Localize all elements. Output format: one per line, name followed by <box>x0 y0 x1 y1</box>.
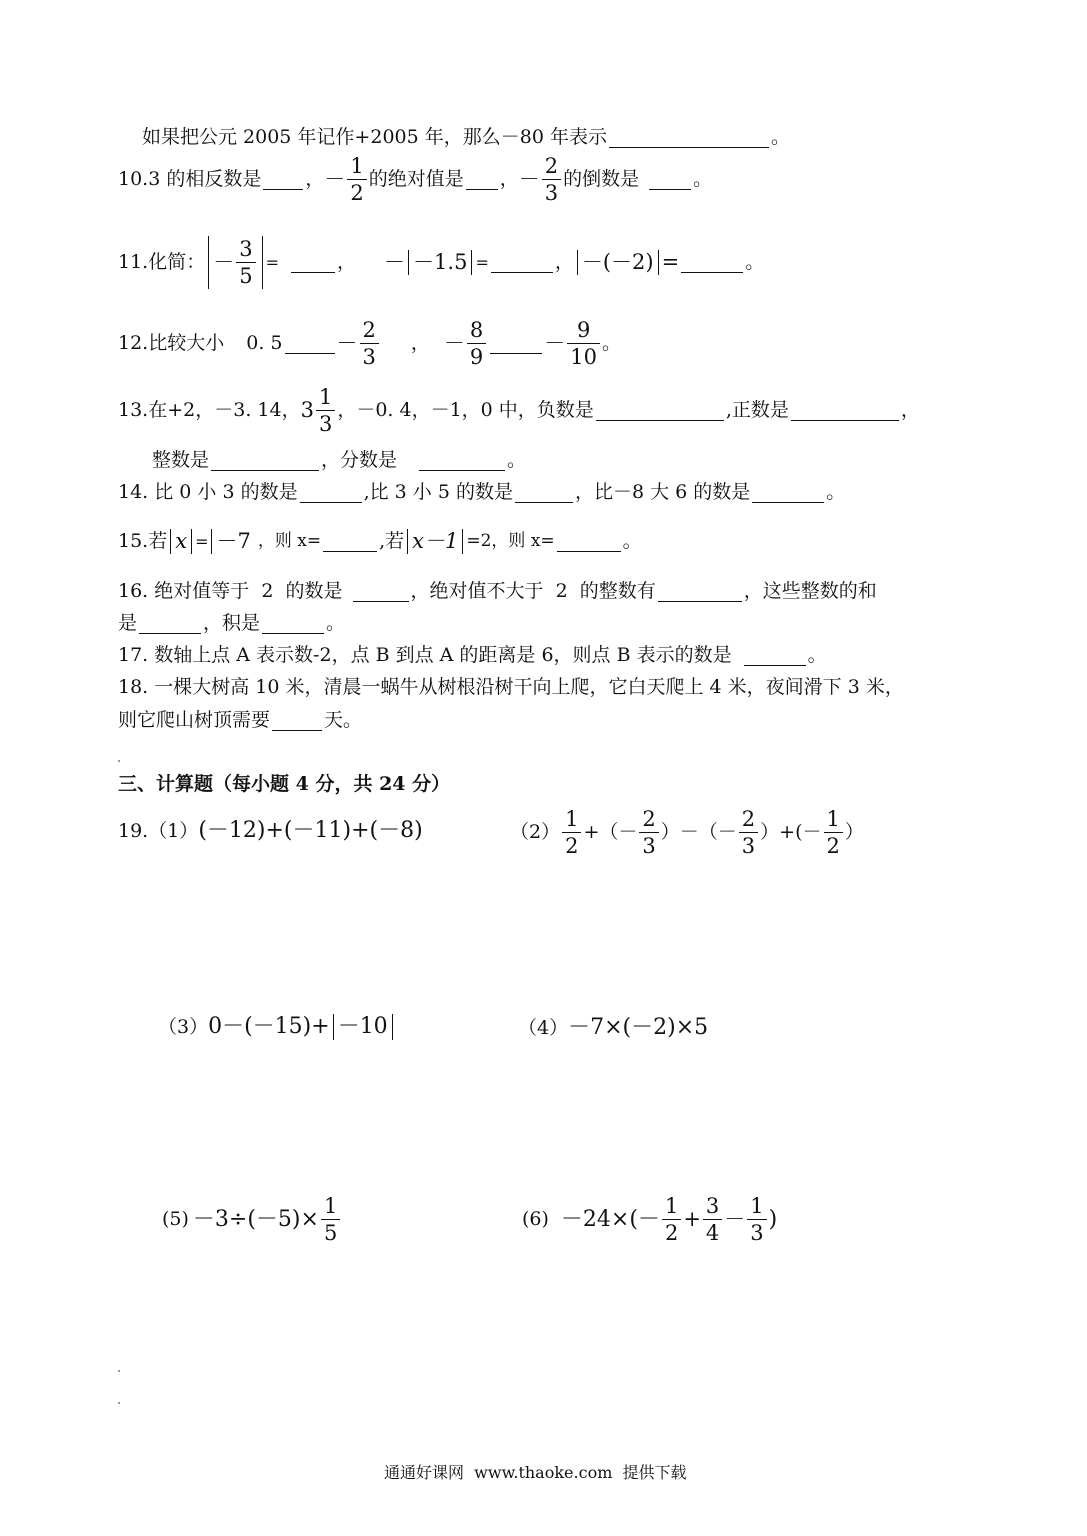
q15-end: 。 <box>622 530 642 552</box>
q11-sep-1: ， <box>337 251 357 274</box>
q15-text-c: ,若 <box>379 530 405 552</box>
question-15 <box>118 529 642 554</box>
question-16 <box>118 581 877 602</box>
q11-abs1-minus: － <box>213 250 235 275</box>
q14-blank-1[interactable] <box>300 482 362 503</box>
question-18-line-2 <box>118 710 362 731</box>
q11-end: 。 <box>745 251 765 274</box>
q16-text-d: 是 <box>118 612 138 634</box>
q19-p2-label: （2） <box>510 821 561 844</box>
q10-sep-1: ， <box>305 168 325 191</box>
q14-blank-3[interactable] <box>752 482 824 503</box>
q17-blank[interactable] <box>744 645 806 666</box>
fraction-numerator: 1 <box>750 1194 764 1218</box>
question-10 <box>118 155 712 204</box>
fraction-denominator: 2 <box>562 832 581 857</box>
q15-abs-minus-seven: －7 <box>211 529 254 554</box>
q13-mixed-fraction <box>316 386 335 435</box>
fraction-numerator: 8 <box>469 318 484 342</box>
question-17 <box>118 645 827 666</box>
q12-value-a: 0. 5 <box>246 332 283 355</box>
question-19-part-1 <box>118 820 423 842</box>
fraction-numerator: 2 <box>544 154 559 178</box>
q19-p6-fraction-1 <box>662 1195 681 1244</box>
q13-text-a: 在+2，－3. 14， <box>148 399 301 422</box>
question-19-part-3 <box>158 1014 396 1040</box>
q12-number: 12. <box>118 332 149 355</box>
q14-text-a: 14. 比 0 小 3 的数是 <box>118 481 298 503</box>
q19-p2-close: ） <box>844 821 864 844</box>
q19-p3-label: （3） <box>158 1015 209 1038</box>
q19-p4-expression: －7×(－2)×5 <box>568 1015 709 1040</box>
q10-blank-3[interactable] <box>649 169 691 190</box>
q10-end: 。 <box>693 168 713 191</box>
q9-answer-blank[interactable] <box>609 127 769 148</box>
q19-p2-op-2: ）－（－ <box>660 821 737 844</box>
q13-blank-positives[interactable] <box>791 400 899 421</box>
q15-abs-x-minus-1 <box>407 529 463 554</box>
q12-sep: ， <box>410 332 430 355</box>
fraction-numerator: 1 <box>350 154 364 178</box>
fraction-denominator: 2 <box>824 832 843 857</box>
fraction-numerator: 3 <box>705 1194 720 1218</box>
q10-minus-1: － <box>324 167 346 192</box>
q11-abs-1 <box>208 236 262 289</box>
q16-blank-4[interactable] <box>262 613 324 634</box>
fraction-denominator: 3 <box>360 343 379 368</box>
q13-mixed-whole: 3 <box>300 398 314 423</box>
fraction-numerator: 2 <box>642 807 656 831</box>
q19-p6-fraction-3 <box>747 1195 766 1244</box>
question-16-line-2 <box>118 613 345 634</box>
fraction-denominator: 5 <box>321 1219 340 1244</box>
q11-fraction <box>236 238 255 287</box>
q12-minus-2: － <box>443 331 465 356</box>
fraction-denominator: 3 <box>739 832 758 857</box>
q10-number: 10. <box>118 168 149 191</box>
q9-text: 如果把公元 2005 年记作+2005 年，那么－80 年表示 <box>142 126 607 148</box>
fraction-denominator: 5 <box>236 262 255 287</box>
section-3-heading <box>118 775 450 794</box>
q15-blank-2[interactable] <box>557 531 621 552</box>
q17-text: 17. 数轴上点 A 表示数-2，点 B 到点 A 的距离是 6，则点 B 表示的数是 <box>118 644 732 666</box>
fraction-numerator: 1 <box>323 1194 338 1218</box>
q19-p2-fraction-2 <box>639 808 658 857</box>
fraction-numerator: 2 <box>362 318 376 342</box>
question-19-part-6 <box>522 1195 777 1244</box>
q19-p3-abs: －10 <box>333 1014 393 1040</box>
q19-p6-plus: + <box>683 1207 701 1232</box>
q19-p6-close: ) <box>768 1206 778 1232</box>
q13-end: 。 <box>507 449 527 471</box>
q16-end: 。 <box>326 612 346 634</box>
q13-text-e: 整数是 <box>152 449 210 471</box>
q11-blank-1[interactable] <box>291 252 335 273</box>
q16-text-e: ，积是 <box>203 612 261 634</box>
q11-eq-3: = <box>661 250 680 275</box>
q19-p2-op-3: ）+(－ <box>760 821 822 844</box>
q13-blank-integers[interactable] <box>211 450 319 471</box>
section-3-title: 三、计算题（每小题 4 分，共 24 分） <box>118 773 451 795</box>
question-19-part-2 <box>510 808 864 857</box>
q11-abs-3: －(－2) <box>577 250 659 275</box>
page-footer <box>384 1465 687 1481</box>
q10-fraction-1 <box>347 155 366 204</box>
q10-fraction-2 <box>542 155 561 204</box>
fraction-numerator: 1 <box>318 385 333 409</box>
q12-label: 比较大小 <box>148 332 225 355</box>
q17-end: 。 <box>807 644 827 666</box>
q13-text-c: ,正数是 <box>725 399 789 422</box>
q15-eq: = <box>195 531 209 551</box>
q10-text-c: 的倒数是 <box>563 168 640 191</box>
q13-text-f: ，分数是 <box>321 449 398 471</box>
scan-speck <box>118 760 120 762</box>
q16-text-a: 16. 绝对值等于 2 的数是 <box>118 580 343 602</box>
q10-text-b: 的绝对值是 <box>368 168 464 191</box>
question-14 <box>118 482 845 503</box>
q19-p1-label: （1） <box>148 819 199 842</box>
q11-minus-outer: － <box>384 250 406 275</box>
q12-end: 。 <box>602 332 622 355</box>
q15-text-b: ，则 x= <box>257 531 322 551</box>
fraction-numerator: 3 <box>239 237 253 261</box>
question-13 <box>118 386 920 435</box>
q19-p6-label: (6) <box>522 1208 549 1231</box>
fraction-numerator: 1 <box>664 1194 679 1218</box>
question-12 <box>118 319 621 368</box>
q19-p2-op-1: +（－ <box>583 821 638 844</box>
scan-speck <box>118 1370 120 1372</box>
q19-p2-fraction-3 <box>739 808 758 857</box>
fraction-numerator: 2 <box>741 807 756 831</box>
q15-abs-x-minus-1-text: x－1 <box>412 529 459 553</box>
fraction-denominator: 2 <box>347 179 366 204</box>
q14-text-c: ，比－8 大 6 的数是 <box>574 481 751 503</box>
fraction-denominator: 3 <box>316 410 335 435</box>
q13-number: 13. <box>118 399 149 422</box>
q15-blank-1[interactable] <box>323 531 377 552</box>
question-18 <box>118 678 904 697</box>
q12-fraction-1 <box>360 319 379 368</box>
q11-eq-1: = <box>265 252 280 272</box>
question-9 <box>142 127 790 148</box>
fraction-denominator: 2 <box>662 1219 681 1244</box>
fraction-numerator: 1 <box>826 807 840 831</box>
q18-text-line-2: 则它爬山树顶需要 <box>118 709 271 731</box>
q15-number: 15. <box>118 530 149 552</box>
q19-p1-expression: (－12)+(－11)+(－8) <box>198 818 423 843</box>
q11-abs-2: －1.5 <box>408 250 472 275</box>
q19-p5-label: (5) <box>162 1208 189 1231</box>
fraction-denominator: 3 <box>747 1219 766 1244</box>
q10-text-a: 3 的相反数是 <box>148 168 262 191</box>
q12-fraction-2 <box>467 319 486 368</box>
q19-p5-fraction <box>321 1195 340 1244</box>
q19-p2-fraction-1 <box>562 808 581 857</box>
q11-eq-2: = <box>475 252 489 272</box>
q16-text-b: ，绝对值不大于 2 的整数有 <box>410 580 656 602</box>
q19-p6-fraction-2 <box>703 1195 722 1244</box>
q16-blank-2[interactable] <box>658 581 742 602</box>
q12-minus-1: － <box>336 331 358 356</box>
q12-minus-3: － <box>544 331 566 356</box>
q15-text-d: =2，则 x= <box>466 531 555 551</box>
q13-blank-negatives[interactable] <box>596 400 724 421</box>
q9-end: 。 <box>770 126 790 148</box>
q13-text-b: ，－0. 4，－1，0 中，负数是 <box>337 399 594 422</box>
q13-text-d: ， <box>900 399 920 422</box>
q19-p2-fraction-4 <box>824 808 843 857</box>
question-19-part-4 <box>518 1017 708 1039</box>
q10-minus-2: － <box>518 167 540 192</box>
q11-number: 11. <box>118 251 149 274</box>
q14-end: 。 <box>826 481 846 503</box>
question-13-line-2 <box>152 450 526 471</box>
q10-blank-1[interactable] <box>263 169 303 190</box>
question-19-part-5 <box>162 1195 342 1244</box>
q19-p5-expression: －3÷(－5)× <box>192 1206 319 1232</box>
q12-blank-1[interactable] <box>285 333 335 354</box>
q14-blank-2[interactable] <box>515 482 573 503</box>
q15-abs-x: x <box>170 529 192 554</box>
q12-blank-2[interactable] <box>490 333 542 354</box>
q11-blank-3[interactable] <box>681 252 743 273</box>
fraction-denominator: 9 <box>467 343 486 368</box>
footer-text: 通通好课网 www.thaoke.com 提供下载 <box>384 1463 687 1482</box>
q14-text-b: ,比 3 小 5 的数是 <box>363 481 513 503</box>
scan-speck <box>118 1402 120 1404</box>
q18-text-line-1: 18. 一棵大树高 10 米，清晨一蜗牛从树根沿树干向上爬，它白天爬上 4 米，夜间滑下 3 米， <box>118 676 904 698</box>
q10-blank-2[interactable] <box>466 169 498 190</box>
q12-fraction-3 <box>567 319 600 368</box>
q11-blank-2[interactable] <box>491 252 553 273</box>
fraction-denominator: 4 <box>703 1219 722 1244</box>
q19-p4-label: （4） <box>518 1016 569 1039</box>
question-11 <box>118 236 764 289</box>
q19-p6-expression-start: －24×(－ <box>560 1206 660 1232</box>
q11-label: 化简： <box>148 251 206 274</box>
q19-p6-minus: － <box>724 1207 746 1232</box>
q18-blank[interactable] <box>272 710 322 731</box>
q19-number: 19. <box>118 819 149 842</box>
q15-text-a: 若 <box>148 530 168 552</box>
fraction-numerator: 1 <box>565 807 579 831</box>
q11-sep-2: ， <box>554 251 574 274</box>
fraction-denominator: 3 <box>542 179 561 204</box>
q10-sep-2: ， <box>499 168 519 191</box>
q16-blank-1[interactable] <box>353 581 409 602</box>
fraction-denominator: 3 <box>639 832 658 857</box>
q16-blank-3[interactable] <box>139 613 201 634</box>
q13-blank-fractions[interactable] <box>419 450 505 471</box>
q19-p3-expression: 0－(－15)+ <box>208 1014 330 1039</box>
fraction-denominator: 10 <box>567 343 600 368</box>
q16-text-c: ，这些整数的和 <box>743 580 877 602</box>
fraction-numerator: 9 <box>576 318 591 342</box>
q18-end: 天。 <box>324 709 363 731</box>
